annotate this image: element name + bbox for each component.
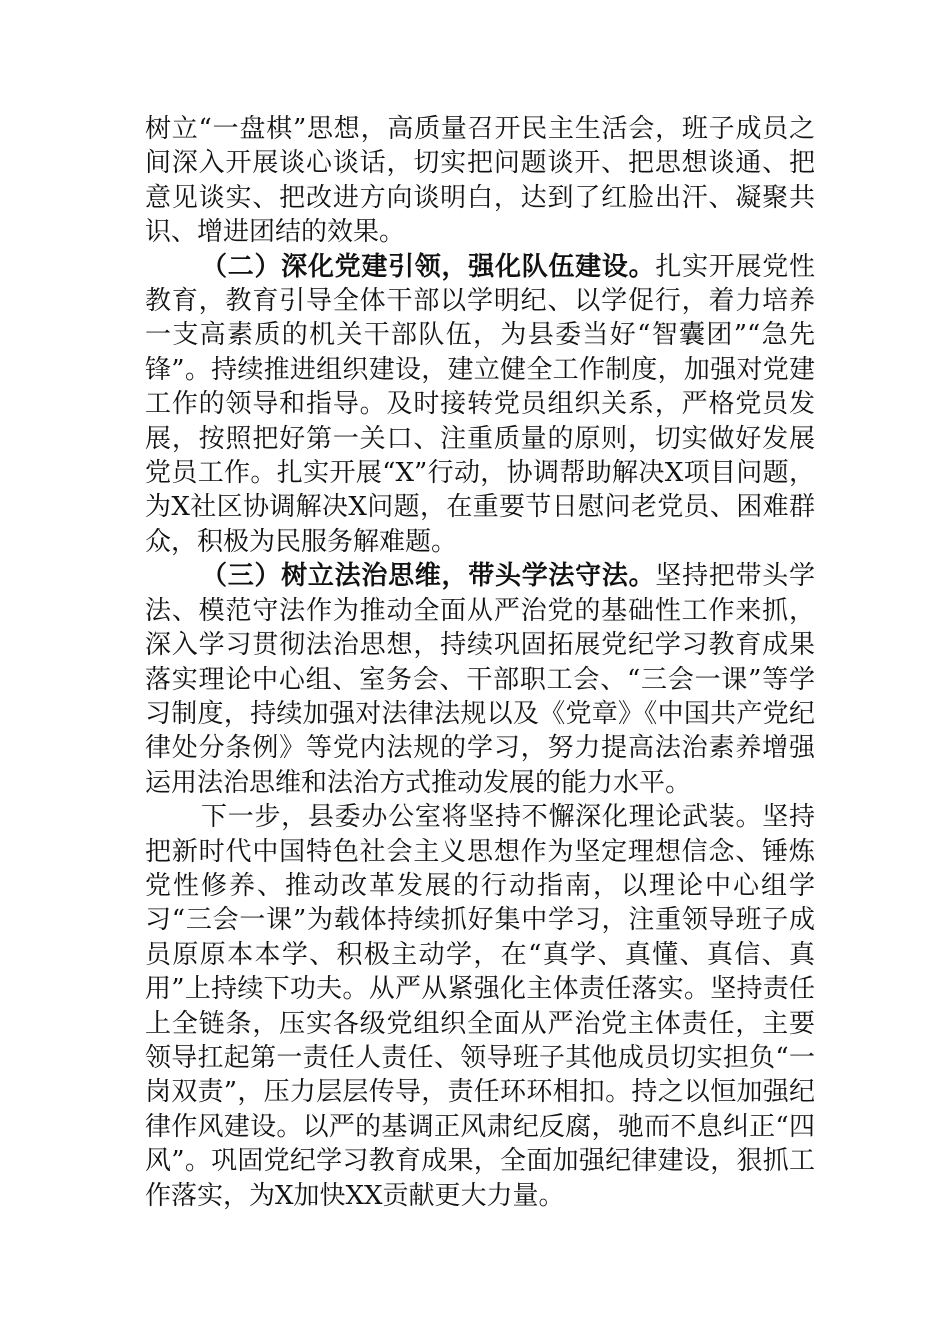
section-heading: （二）深化党建引领，强化队伍建设。 [201,251,656,282]
paragraph-section-three [145,559,815,800]
paragraph-text: 树立“一盘棋”思想，高质量召开民主生活会，班子成员之间深入开展谈心谈话，切实把问题谈开、把思想谈通、把意见谈实、把改进方向谈明白，达到了红脸出汗、凝聚共识、增进团结的效果。 [145,114,815,248]
paragraph-text: 下一步，县委办公室将坚持不懈深化理论武装。坚持把新时代中国特色社会主义思想作为坚定理想信念、锤炼党性修养、推动改革发展的行动指南，以理论中心组学习“三会一课”为载体持续抓好集中学习，注重领导班子成员原原本本学、积极主动学，在“真学、真懂、真信、真用”上持续下功夫。从严从紧强化主体责任落实。坚持责任上全链条，压实各级党组织全面从严治党主体责任，主要领导扛起第一责任人责任、领导班子其他成员切实担负“一岗双责”，压力层层传导，责任环环相扣。持之以恒加强纪律作风建设。以严的基调正风肃纪反腐，驰而不息纠正“四风”。巩固党纪学习教育成果，全面加强纪律建设，狠抓工作落实，为X加快XX贡献更大力量。 [145,802,815,1211]
section-heading: （三）树立法治思维，带头学法守法。 [201,561,656,592]
paragraph-next-steps [145,800,815,1213]
paragraph-continuation [145,112,815,250]
document-body [145,112,815,1213]
paragraph-text: 扎实开展党性教育，教育引导全体干部以学明纪、以学促行，着力培养一支高素质的机关干部队伍，为县委当好“智囊团”“急先锋”。持续推进组织建设，建立健全工作制度，加强对党建工作的领导和指导。及时接转党员组织关系，严格党员发展，按照把好第一关口、注重质量的原则，切实做好发展党员工作。扎实开展“X”行动，协调帮助解决X项目问题，为X社区协调解决X问题，在重要节日慰问老党员、困难群众，积极为民服务解难题。 [145,251,815,557]
paragraph-text: 坚持把带头学法、模范守法作为推动全面从严治党的基础性工作来抓，深入学习贯彻法治思想，持续巩固拓展党纪学习教育成果落实理论中心组、室务会、干部职工会、“三会一课”等学习制度，持续加强对法律法规以及《党章》《中国共产党纪律处分条例》等党内法规的学习，努力提高法治素养增强运用法治思维和法治方式推动发展的能力水平。 [145,561,815,798]
paragraph-section-two [145,250,815,560]
